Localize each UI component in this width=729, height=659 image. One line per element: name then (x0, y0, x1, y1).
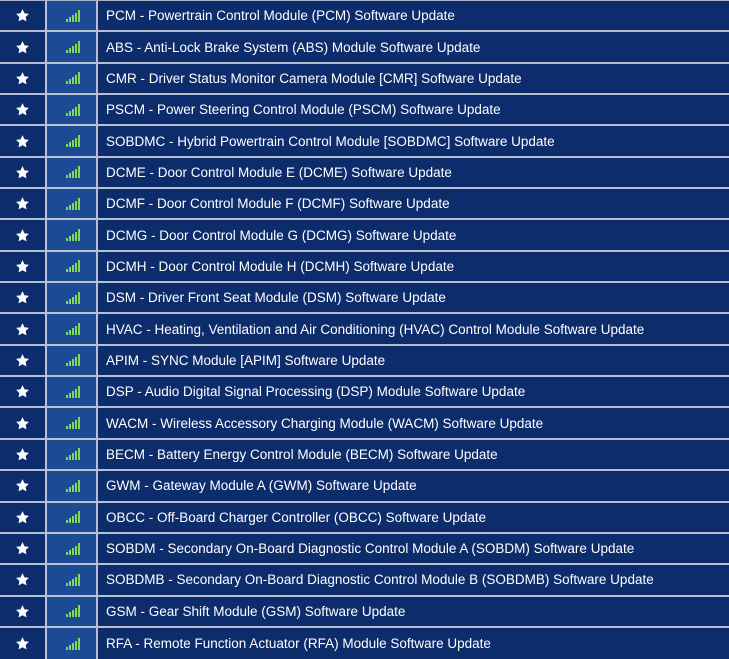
update-title-link[interactable]: GWM - Gateway Module A (GWM) Software Update (106, 478, 417, 494)
update-title-link[interactable]: GSM - Gear Shift Module (GSM) Software Update (106, 603, 406, 619)
signal-strength-icon (47, 534, 98, 563)
list-item[interactable] (0, 64, 729, 95)
update-title-link[interactable]: PCM - Powertrain Control Module (PCM) Software Update (106, 8, 455, 24)
star-icon[interactable] (0, 534, 47, 563)
update-title-link[interactable]: CMR - Driver Status Monitor Camera Module [CMR] Software Update (106, 70, 522, 86)
list-item[interactable] (0, 32, 729, 63)
signal-strength-icon (47, 471, 98, 500)
star-icon[interactable] (0, 189, 47, 218)
signal-strength-icon (47, 503, 98, 532)
signal-strength-icon (47, 346, 98, 375)
list-item[interactable] (0, 314, 729, 345)
update-title-link[interactable]: ABS - Anti-Lock Brake System (ABS) Module Software Update (106, 39, 481, 55)
signal-strength-icon (47, 628, 98, 659)
star-icon[interactable] (0, 95, 47, 124)
update-title-link[interactable]: RFA - Remote Function Actuator (RFA) Module Software Update (106, 636, 491, 652)
star-icon[interactable] (0, 565, 47, 594)
list-item[interactable] (0, 503, 729, 534)
signal-strength-icon (47, 314, 98, 343)
list-item[interactable] (0, 565, 729, 596)
update-title-link[interactable]: APIM - SYNC Module [APIM] Software Update (106, 352, 386, 368)
star-icon[interactable] (0, 314, 47, 343)
update-title-link[interactable]: SOBDM - Secondary On-Board Diagnostic Control Module A (SOBDM) Software Update (106, 541, 635, 557)
star-icon[interactable] (0, 1, 47, 30)
star-icon[interactable] (0, 503, 47, 532)
list-item[interactable] (0, 158, 729, 189)
list-item[interactable] (0, 440, 729, 471)
star-icon[interactable] (0, 440, 47, 469)
star-icon[interactable] (0, 628, 47, 659)
signal-strength-icon (47, 32, 98, 61)
star-icon[interactable] (0, 252, 47, 281)
update-title-link[interactable]: OBCC - Off-Board Charger Controller (OBCC) Software Update (106, 509, 487, 525)
update-title-link[interactable]: DSP - Audio Digital Signal Processing (DSP) Module Software Update (106, 384, 526, 400)
star-icon[interactable] (0, 597, 47, 626)
star-icon[interactable] (0, 283, 47, 312)
star-icon[interactable] (0, 471, 47, 500)
update-title-link[interactable]: DCMG - Door Control Module G (DCMG) Software Update (106, 227, 457, 243)
signal-strength-icon (47, 377, 98, 406)
list-item[interactable] (0, 95, 729, 126)
signal-strength-icon (47, 252, 98, 281)
update-title-link[interactable]: DCMF - Door Control Module F (DCMF) Software Update (106, 196, 450, 212)
signal-strength-icon (47, 95, 98, 124)
list-item[interactable] (0, 471, 729, 502)
signal-strength-icon (47, 597, 98, 626)
signal-strength-icon (47, 565, 98, 594)
star-icon[interactable] (0, 64, 47, 93)
list-item[interactable] (0, 252, 729, 283)
list-item[interactable] (0, 346, 729, 377)
list-item[interactable] (0, 126, 729, 157)
list-item[interactable] (0, 597, 729, 628)
signal-strength-icon (47, 283, 98, 312)
list-item[interactable] (0, 408, 729, 439)
list-item[interactable] (0, 534, 729, 565)
star-icon[interactable] (0, 377, 47, 406)
star-icon[interactable] (0, 32, 47, 61)
star-icon[interactable] (0, 408, 47, 437)
list-item[interactable] (0, 283, 729, 314)
update-title-link[interactable]: DCME - Door Control Module E (DCME) Software Update (106, 164, 452, 180)
signal-strength-icon (47, 64, 98, 93)
list-item[interactable] (0, 189, 729, 220)
update-title-link[interactable]: SOBDMC - Hybrid Powertrain Control Module [SOBDMC] Software Update (106, 133, 555, 149)
update-title-link[interactable]: PSCM - Power Steering Control Module (PSCM) Software Update (106, 102, 501, 118)
update-title-link[interactable]: HVAC - Heating, Ventilation and Air Conditioning (HVAC) Control Module Software Update (106, 321, 645, 337)
signal-strength-icon (47, 220, 98, 249)
signal-strength-icon (47, 440, 98, 469)
update-title-link[interactable]: WACM - Wireless Accessory Charging Module (WACM) Software Update (106, 415, 544, 431)
signal-strength-icon (47, 1, 98, 30)
star-icon[interactable] (0, 158, 47, 187)
update-title-link[interactable]: DCMH - Door Control Module H (DCMH) Software Update (106, 258, 455, 274)
star-icon[interactable] (0, 126, 47, 155)
update-title-link[interactable]: DSM - Driver Front Seat Module (DSM) Software Update (106, 290, 446, 306)
list-item[interactable] (0, 220, 729, 251)
star-icon[interactable] (0, 346, 47, 375)
signal-strength-icon (47, 408, 98, 437)
update-title-link[interactable]: BECM - Battery Energy Control Module (BECM) Software Update (106, 446, 498, 462)
signal-strength-icon (47, 126, 98, 155)
list-item[interactable] (0, 628, 729, 659)
update-title-link[interactable]: SOBDMB - Secondary On-Board Diagnostic Control Module B (SOBDMB) Software Update (106, 572, 654, 588)
list-item[interactable] (0, 377, 729, 408)
signal-strength-icon (47, 189, 98, 218)
list-item[interactable] (0, 1, 729, 32)
star-icon[interactable] (0, 220, 47, 249)
signal-strength-icon (47, 158, 98, 187)
